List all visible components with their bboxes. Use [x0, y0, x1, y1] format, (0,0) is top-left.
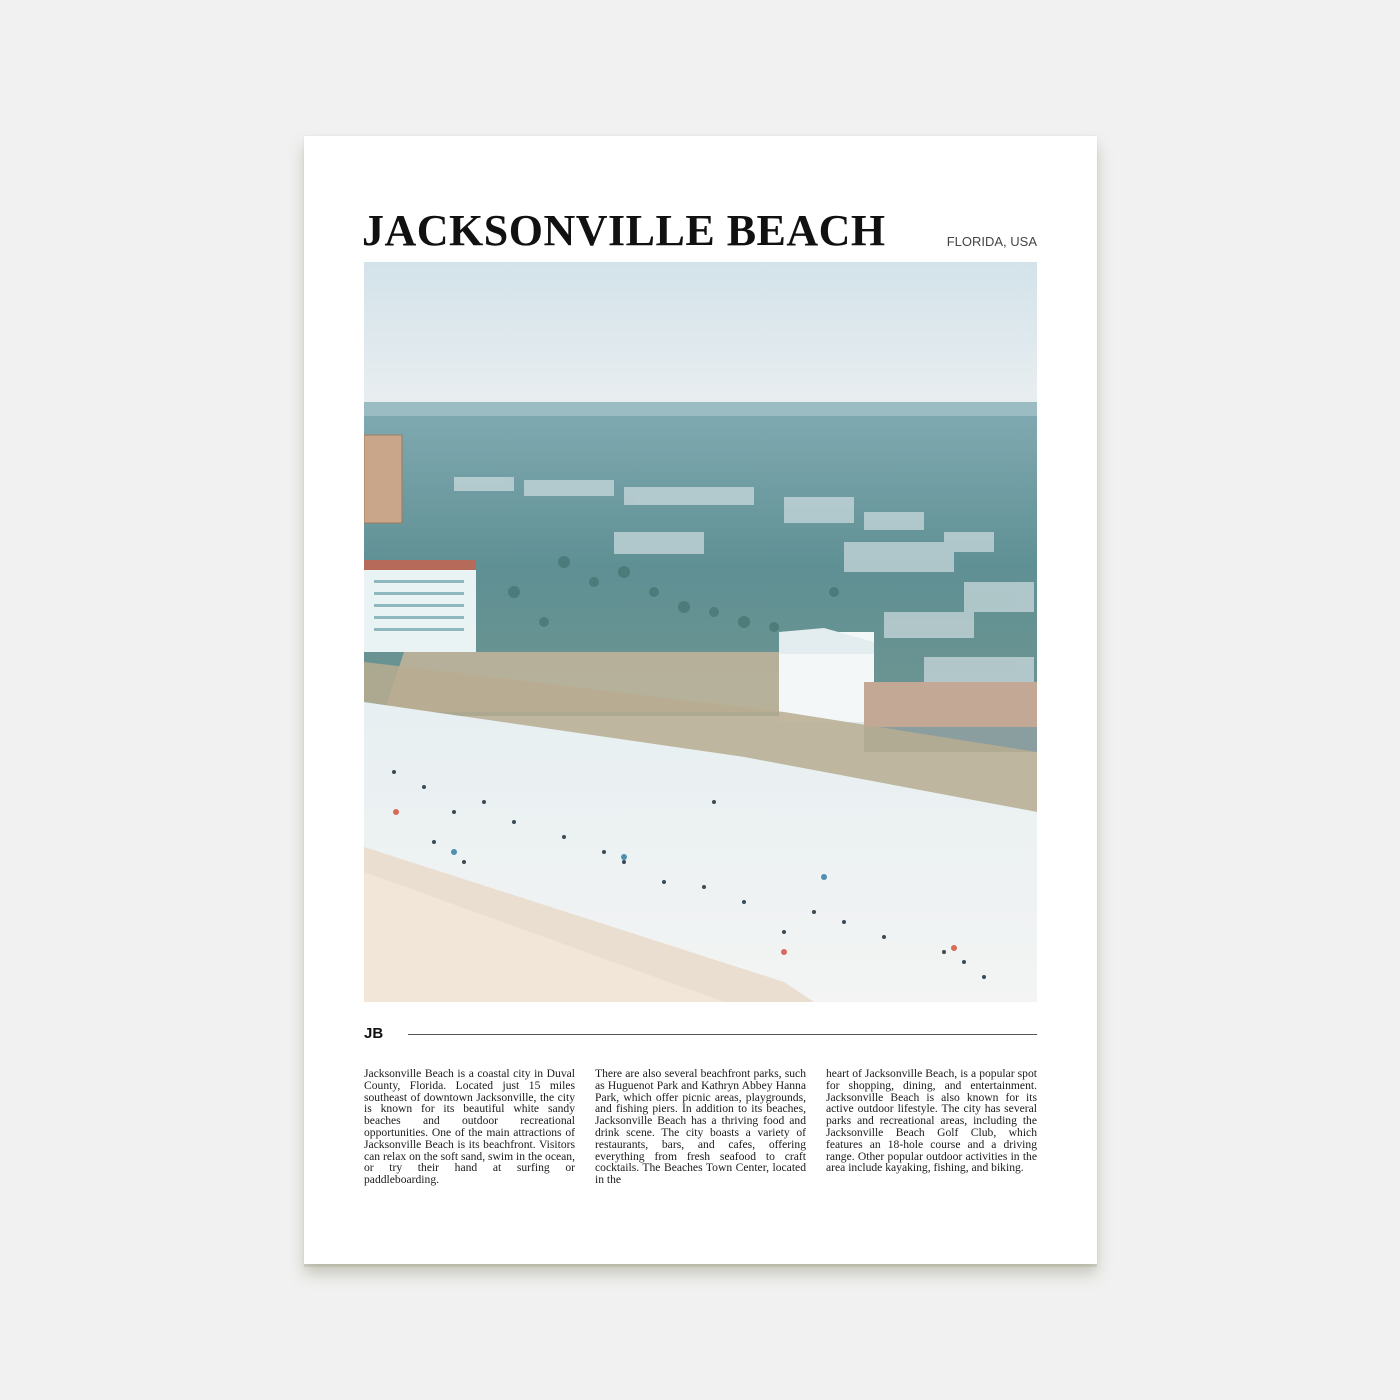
city-abbreviation: JB: [364, 1025, 384, 1042]
aerial-beach-photo: [364, 262, 1037, 1002]
text-column-2: There are also several beachfront parks, such as Huguenot Park and Kathryn Abbey Hanna Park, which offer picnic areas, playgrounds, and fishing piers. In addition to its beaches, Jacksonville Beach has a thriving food and drink scene. The city boasts a variety of restaurants, bars, and cafes, offering everything from fresh seafood to craft cocktails. The Beaches Town Center, located in the: [595, 1067, 806, 1187]
divider-rule: [408, 1034, 1037, 1035]
text-column-3: heart of Jacksonville Beach, is a popular spot for shopping, dining, and entertainment. Jacksonville Beach is also known for its active outdoor lifestyle. The city has several parks and recreational areas, including the Jacksonville Beach Golf Club, which features an 18-hole course and a driving range. Other popular outdoor activities in the area include kayaking, fishing, and biking.: [826, 1067, 1037, 1175]
poster-subtitle: FLORIDA, USA: [946, 234, 1037, 249]
text-column-1: Jacksonville Beach is a coastal city in Duval County, Florida. Located just 15 miles southeast of downtown Jacksonville, the city is known for its beautiful white sandy beaches and outdoor recreational opportunities. One of the main attractions of Jacksonville Beach is its beachfront. Visitors can relax on the soft sand, swim in the ocean, or try their hand at surfing or paddleboarding.: [364, 1067, 575, 1187]
poster-title: JACKSONVILLE BEACH: [362, 206, 886, 255]
